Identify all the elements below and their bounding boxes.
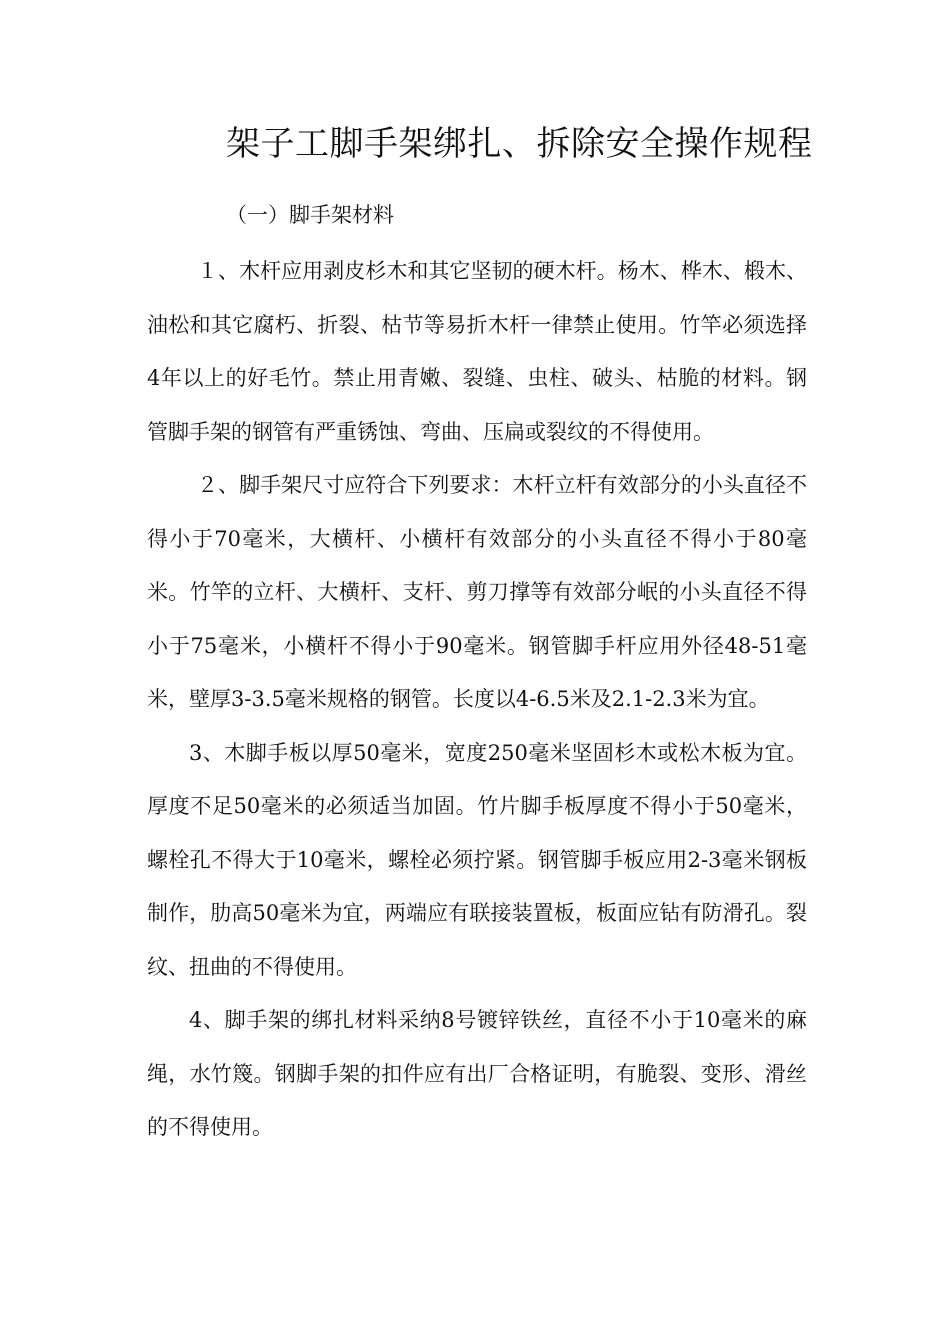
paragraph-1: １、木杆应用剥皮杉木和其它坚韧的硬木杆。杨木、桦木、椴木、油松和其它腐朽、折裂、枯节等易折木杆一律禁止使用。竹竿必须选择4年以上的好毛竹。禁止用青嫩、裂缝、虫柱、破头、枯脆的材料。钢管脚手架的钢管有严重锈蚀、弯曲、压扁或裂纹的不得使用。 (147, 259, 807, 444)
paragraph-2: ２、脚手架尺寸应符合下列要求：木杆立杆有效部分的小头直径不得小于70毫米，大横杆、小横杆有效部分的小头直径不得小于80毫米。竹竿的立杆、大横杆、支杆、剪刀撑等有效部分岷的小头直径不得小于75毫米，小横杆不得小于90毫米。钢管脚手杆应用外径48-51毫米，壁厚3-3.5毫米规格的钢管。长度以4-6.5米及2.1-2.3米为宜。 (147, 473, 807, 711)
document-title: 架子工脚手架绑扎、拆除安全操作规程 (226, 124, 813, 164)
paragraph-4: 4、脚手架的绑扎材料采纳8号镀锌铁丝，直径不小于10毫米的麻绳，水竹篾。钢脚手架的扣件应有出厂合格证明，有脆裂、变形、滑丝的不得使用。 (147, 1008, 807, 1139)
document-body (147, 245, 807, 1155)
paragraph-3: 3、木脚手板以厚50毫米，宽度250毫米坚固杉木或松木板为宜。厚度不足50毫米的必须适当加固。竹片脚手板厚度不得小于50毫米，螺栓孔不得大于10毫米，螺栓必须拧紧。钢管脚手板应用2-3毫米钢板制作，肋高50毫米为宜，两端应有联接装置板，板面应钻有防滑孔。裂纹、扭曲的不得使用。 (147, 740, 807, 979)
section-heading: （一）脚手架材料 (226, 203, 394, 227)
